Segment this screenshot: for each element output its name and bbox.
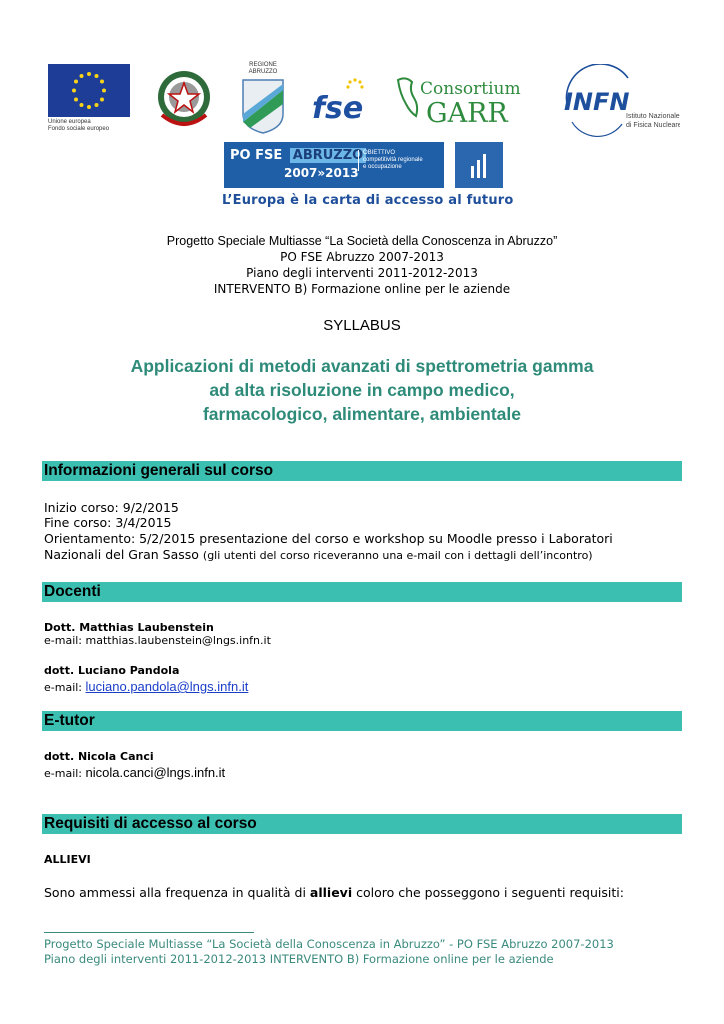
course-title-line2: ad alta risoluzione in campo medico,	[209, 380, 515, 400]
project-header	[0, 233, 724, 297]
project-header-line1: Progetto Speciale Multiasse “La Società della Conoscenza in Abruzzo”	[166, 234, 558, 248]
section-header-info	[42, 461, 682, 481]
footer-line1: Progetto Speciale Multiasse “La Società della Conoscenza in Abruzzo” - PO FSE Abruzzo 2007-2013	[44, 937, 614, 951]
project-header-line4: INTERVENTO B) Formazione online per le aziende	[213, 282, 511, 296]
pofse-obiettivo-line1: OBIETTIVO	[363, 150, 396, 156]
teacher-2-email-label: e-mail:	[44, 681, 86, 694]
section-title-etutor: E-tutor	[44, 712, 95, 729]
pofse-years: 2007»2013	[284, 166, 359, 180]
requisiti-text-after: coloro che posseggono i seguenti requisiti:	[352, 885, 624, 900]
section-title-info: Informazioni generali sul corso	[44, 462, 274, 479]
info-orientation-note: (gli utenti del corso riceveranno una e-mail con i dettagli dell’incontro)	[202, 549, 593, 562]
fse-logo-text: fse	[312, 91, 364, 126]
section-header-etutor	[42, 711, 682, 731]
footer-line2: Piano degli interventi 2011-2012-2013 INTERVENTO B) Formazione online per le aziende	[44, 952, 554, 966]
pofse-obiettivo-line2: competitività regionale	[363, 157, 423, 163]
syllabus-label: SYLLABUS	[323, 317, 401, 334]
etutor-name: dott. Nicola Canci	[44, 750, 154, 763]
project-header-line3: Piano degli interventi 2011-2012-2013	[246, 266, 478, 280]
pofse-obiettivo-line3: e occupazione	[363, 164, 402, 170]
teacher-2-name: dott. Luciano Pandola	[44, 664, 180, 677]
project-header-line2: PO FSE Abruzzo 2007-2013	[280, 250, 444, 264]
etutor-email-line	[44, 765, 225, 781]
fse-logo	[310, 76, 372, 126]
eu-caption-line1: Unione europea	[48, 119, 91, 125]
course-title	[0, 354, 724, 426]
po-fse-abruzzo-banner	[224, 142, 444, 188]
info-end-date: Fine corso: 3/4/2015	[44, 515, 172, 530]
abruzzo-label-line2: ABRUZZO	[248, 69, 278, 75]
italian-republic-emblem-logo	[154, 67, 214, 133]
eu-caption	[48, 119, 138, 133]
infn-logo	[560, 64, 680, 138]
eu-caption-line2: Fondo sociale europeo	[48, 126, 110, 132]
info-orientation-cont	[44, 547, 593, 563]
course-title-line3: farmacologico, alimentare, ambientale	[202, 404, 522, 424]
requisiti-text-bold: allievi	[309, 885, 353, 900]
pofse-abruzzo-label: ABRUZZO	[290, 148, 366, 163]
section-header-requisiti	[42, 814, 682, 834]
teacher-2-email-link[interactable]: luciano.pandola@lngs.infn.it	[85, 679, 249, 694]
slogan: L’Europa è la carta di accesso al futuro	[222, 193, 514, 208]
infn-caption-line1: Istituto Nazionale	[626, 113, 680, 120]
eu-flag-logo	[48, 64, 130, 117]
section-title-requisiti: Requisiti di accesso al corso	[44, 815, 257, 832]
teacher-2-email-line	[44, 679, 248, 695]
infn-text: INFN	[564, 88, 630, 116]
info-orientation: Orientamento: 5/2/2015 presentazione del corso e workshop su Moodle presso i Laboratori	[44, 531, 613, 546]
section-header-docenti	[42, 582, 682, 602]
teacher-1-name: Dott. Matthias Laubenstein	[44, 621, 214, 634]
info-start-date: Inizio corso: 9/2/2015	[44, 500, 179, 515]
course-title-line1: Applicazioni di metodi avanzati di spettrometria gamma	[130, 356, 594, 376]
garr-text: GARR	[426, 98, 508, 128]
consortium-garr-logo	[392, 72, 534, 128]
requisiti-allievi-label: ALLIEVI	[44, 853, 91, 866]
regione-abruzzo-logo	[240, 62, 286, 134]
footer-divider	[44, 932, 254, 933]
garr-consortium-text: Consortium	[420, 79, 521, 99]
requisiti-text	[44, 885, 624, 900]
pofse-label: PO FSE	[230, 148, 283, 163]
info-orientation-location: Nazionali del Gran Sasso	[44, 547, 199, 562]
teacher-1-email: e-mail: matthias.laubenstein@lngs.infn.it	[44, 634, 271, 647]
etutor-email: nicola.canci@lngs.infn.it	[85, 765, 226, 780]
bar-chart-icon	[455, 142, 503, 188]
abruzzo-label-line1: REGIONE	[249, 62, 277, 68]
infn-caption-line2: di Fisica Nucleare	[626, 122, 680, 129]
requisiti-text-before: Sono ammessi alla frequenza in qualità di	[44, 885, 310, 900]
etutor-email-label: e-mail:	[44, 767, 86, 780]
section-title-docenti: Docenti	[44, 583, 101, 600]
